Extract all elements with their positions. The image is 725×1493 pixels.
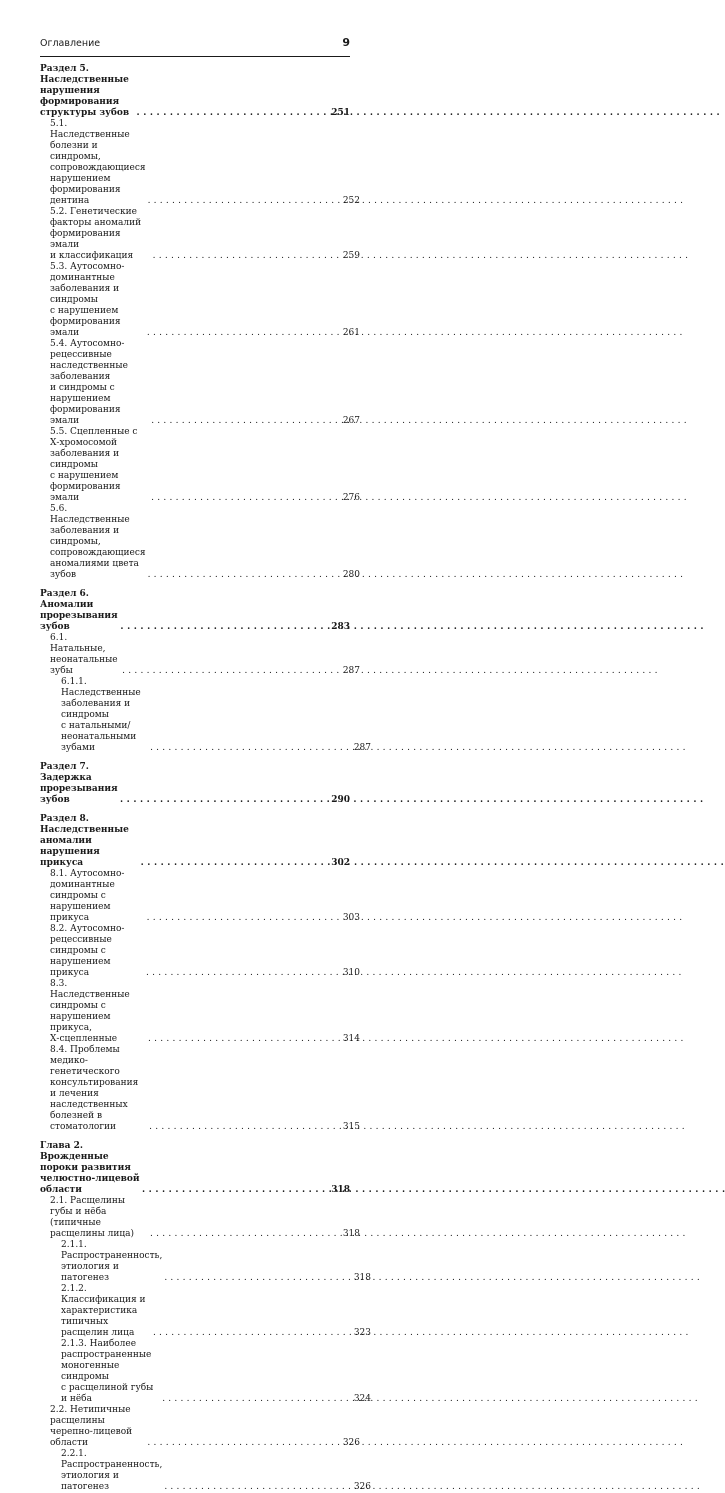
toc-entry-label: 2.1. Расщелины губы и нёба (типичные расщелины лица) [50, 1196, 134, 1239]
toc-entry[interactable] [40, 814, 350, 869]
toc-entry-label: 5.1. Наследственные болезни и синдромы, сопровождающиеся нарушением формирования дентина [50, 119, 146, 206]
toc-entry-label: Раздел 7. Задержка прорезывания зубов [40, 762, 118, 805]
toc-entry-label: 2.2. Нетипичные расщелины черепно-лицевой области [50, 1405, 133, 1448]
toc-dot-leader [122, 666, 341, 677]
toc-entry-page: 303 [342, 913, 360, 923]
toc-entry-label: 5.6. Наследственные заболевания и синдромы, сопровождающиеся аномалиями цвета зубов [50, 504, 146, 580]
toc-entry-label: 6.1. Натальные, неонатальные зубы [50, 633, 118, 676]
toc-entry[interactable] [40, 677, 371, 754]
toc-entry-label: 5.3. Аутосомно-доминантные заболевания и синдромы с нарушением формирования эмали [50, 262, 125, 338]
toc-dot-leader [147, 913, 341, 924]
toc-entry-page: 287 [353, 743, 371, 753]
toc-dot-leader [142, 1185, 329, 1196]
toc-dot-leader [151, 416, 341, 427]
toc-dot-leader [153, 1328, 352, 1339]
toc-gap [40, 581, 350, 589]
toc-entry-page: 318 [342, 1229, 360, 1239]
toc-entry-label: 8.1. Аутосомно-доминантные синдромы с нарушением прикуса [50, 869, 125, 923]
toc-entry[interactable] [40, 589, 350, 633]
toc-dot-leader [150, 743, 352, 754]
header-rule [40, 56, 350, 57]
table-of-contents [40, 64, 371, 1493]
toc-entry-page: 314 [342, 1034, 360, 1044]
toc-entry-label: 2.2.1. Распространенность, этиология и патогенез [61, 1449, 163, 1492]
toc-entry-page: 310 [342, 968, 360, 978]
toc-entry-page: 283 [331, 622, 350, 632]
toc-entry[interactable] [40, 1141, 350, 1196]
toc-entry[interactable] [40, 119, 360, 207]
toc-gap [40, 754, 350, 762]
toc-entry[interactable] [40, 64, 350, 119]
toc-entry-page: 267 [342, 416, 360, 426]
toc-entry-page: 276 [342, 493, 360, 503]
toc-entry[interactable] [40, 979, 360, 1045]
toc-entry[interactable] [40, 207, 360, 262]
toc-entry-label: 2.1.2. Классификация и характеристика типичных расщелин лица [61, 1284, 146, 1338]
toc-entry-label: 8.4. Проблемы медико-генетического консультирования и лечения наследственных болезней в стоматологии [50, 1045, 139, 1132]
toc-entry[interactable] [40, 504, 360, 581]
toc-entry-page: 290 [331, 795, 350, 805]
toc-dot-leader [137, 108, 330, 119]
toc-entry[interactable] [40, 1240, 371, 1284]
toc-entry[interactable] [40, 924, 360, 979]
toc-entry[interactable] [40, 1339, 371, 1405]
toc-dot-leader [164, 1482, 352, 1493]
toc-dot-leader [149, 1122, 341, 1133]
toc-entry-page: 315 [342, 1122, 360, 1132]
toc-entry-page: 326 [353, 1482, 371, 1492]
toc-dot-leader [148, 1034, 341, 1045]
toc-dot-leader [148, 196, 341, 207]
toc-entry-page: 259 [342, 251, 360, 261]
toc-entry-page: 251 [331, 108, 350, 118]
toc-entry-label: 5.4. Аутосомно-рецессивные наследственные заболевания и синдромы с нарушением формирования эмали [50, 339, 128, 426]
toc-entry-page: 287 [342, 666, 360, 676]
toc-entry-label: Раздел 6. Аномалии прорезывания зубов [40, 589, 118, 632]
toc-entry-label: 5.5. Сцепленные с Х-хромосомой заболевания и синдромы с нарушением формирования эмали [50, 427, 138, 503]
running-header [40, 38, 350, 54]
toc-entry-page: 302 [331, 858, 350, 868]
toc-dot-leader [120, 795, 329, 806]
toc-dot-leader [120, 622, 329, 633]
header-page-number: 9 [342, 36, 350, 49]
header-title: Оглавление [40, 38, 101, 49]
toc-dot-leader [148, 570, 341, 581]
toc-entry[interactable] [40, 427, 360, 504]
toc-entry[interactable] [40, 1284, 371, 1339]
toc-dot-leader [151, 493, 341, 504]
toc-entry-page: 326 [342, 1438, 360, 1448]
toc-dot-leader [164, 1273, 352, 1284]
toc-entry[interactable] [40, 1405, 360, 1449]
toc-entry-label: 8.2. Аутосомно-рецессивные синдромы с нарушением прикуса [50, 924, 125, 978]
toc-entry[interactable] [40, 1045, 360, 1133]
toc-entry-page: 318 [353, 1273, 371, 1283]
toc-entry[interactable] [40, 633, 360, 677]
toc-dot-leader [141, 858, 330, 869]
toc-entry-label: 2.1.3. Наиболее распространенные моногенные синдромы с расщелиной губы и нёба [61, 1339, 154, 1404]
toc-dot-leader [147, 1438, 340, 1449]
toc-entry-page: 252 [342, 196, 360, 206]
toc-dot-leader [153, 251, 341, 262]
toc-dot-leader [162, 1394, 352, 1405]
toc-dot-leader [150, 1229, 341, 1240]
toc-entry[interactable] [40, 762, 350, 806]
toc-entry-page: 323 [353, 1328, 371, 1338]
toc-entry-label: 2.1.1. Распространенность, этиология и патогенез [61, 1240, 163, 1283]
toc-entry[interactable] [40, 339, 360, 427]
toc-entry[interactable] [40, 262, 360, 339]
toc-gap [40, 806, 350, 814]
toc-entry-page: 324 [353, 1394, 371, 1404]
toc-entry-label: Глава 2. Врожденные пороки развития челюстно-лицевой области [40, 1141, 140, 1195]
toc-entry-label: 5.2. Генетические факторы аномалий формирования эмали и классификация [50, 207, 142, 261]
toc-entry-label: Раздел 8. Наследственные аномалии нарушения прикуса [40, 814, 129, 868]
toc-dot-leader [146, 968, 341, 979]
toc-dot-leader [147, 328, 341, 339]
toc-gap [40, 1133, 350, 1141]
toc-entry-label: 8.3. Наследственные синдромы с нарушением прикуса, Х-сцепленные [50, 979, 130, 1044]
toc-entry-page: 280 [342, 570, 360, 580]
toc-entry-page: 261 [342, 328, 360, 338]
toc-entry[interactable] [40, 1449, 371, 1493]
toc-entry-label: Раздел 5. Наследственные нарушения формирования структуры зубов [40, 64, 130, 118]
toc-entry-page: 318 [331, 1185, 350, 1195]
toc-entry-label: 6.1.1. Наследственные заболевания и синдромы с натальными/неонатальными зубами [61, 677, 141, 753]
toc-entry[interactable] [40, 869, 360, 924]
toc-entry[interactable] [40, 1196, 360, 1240]
